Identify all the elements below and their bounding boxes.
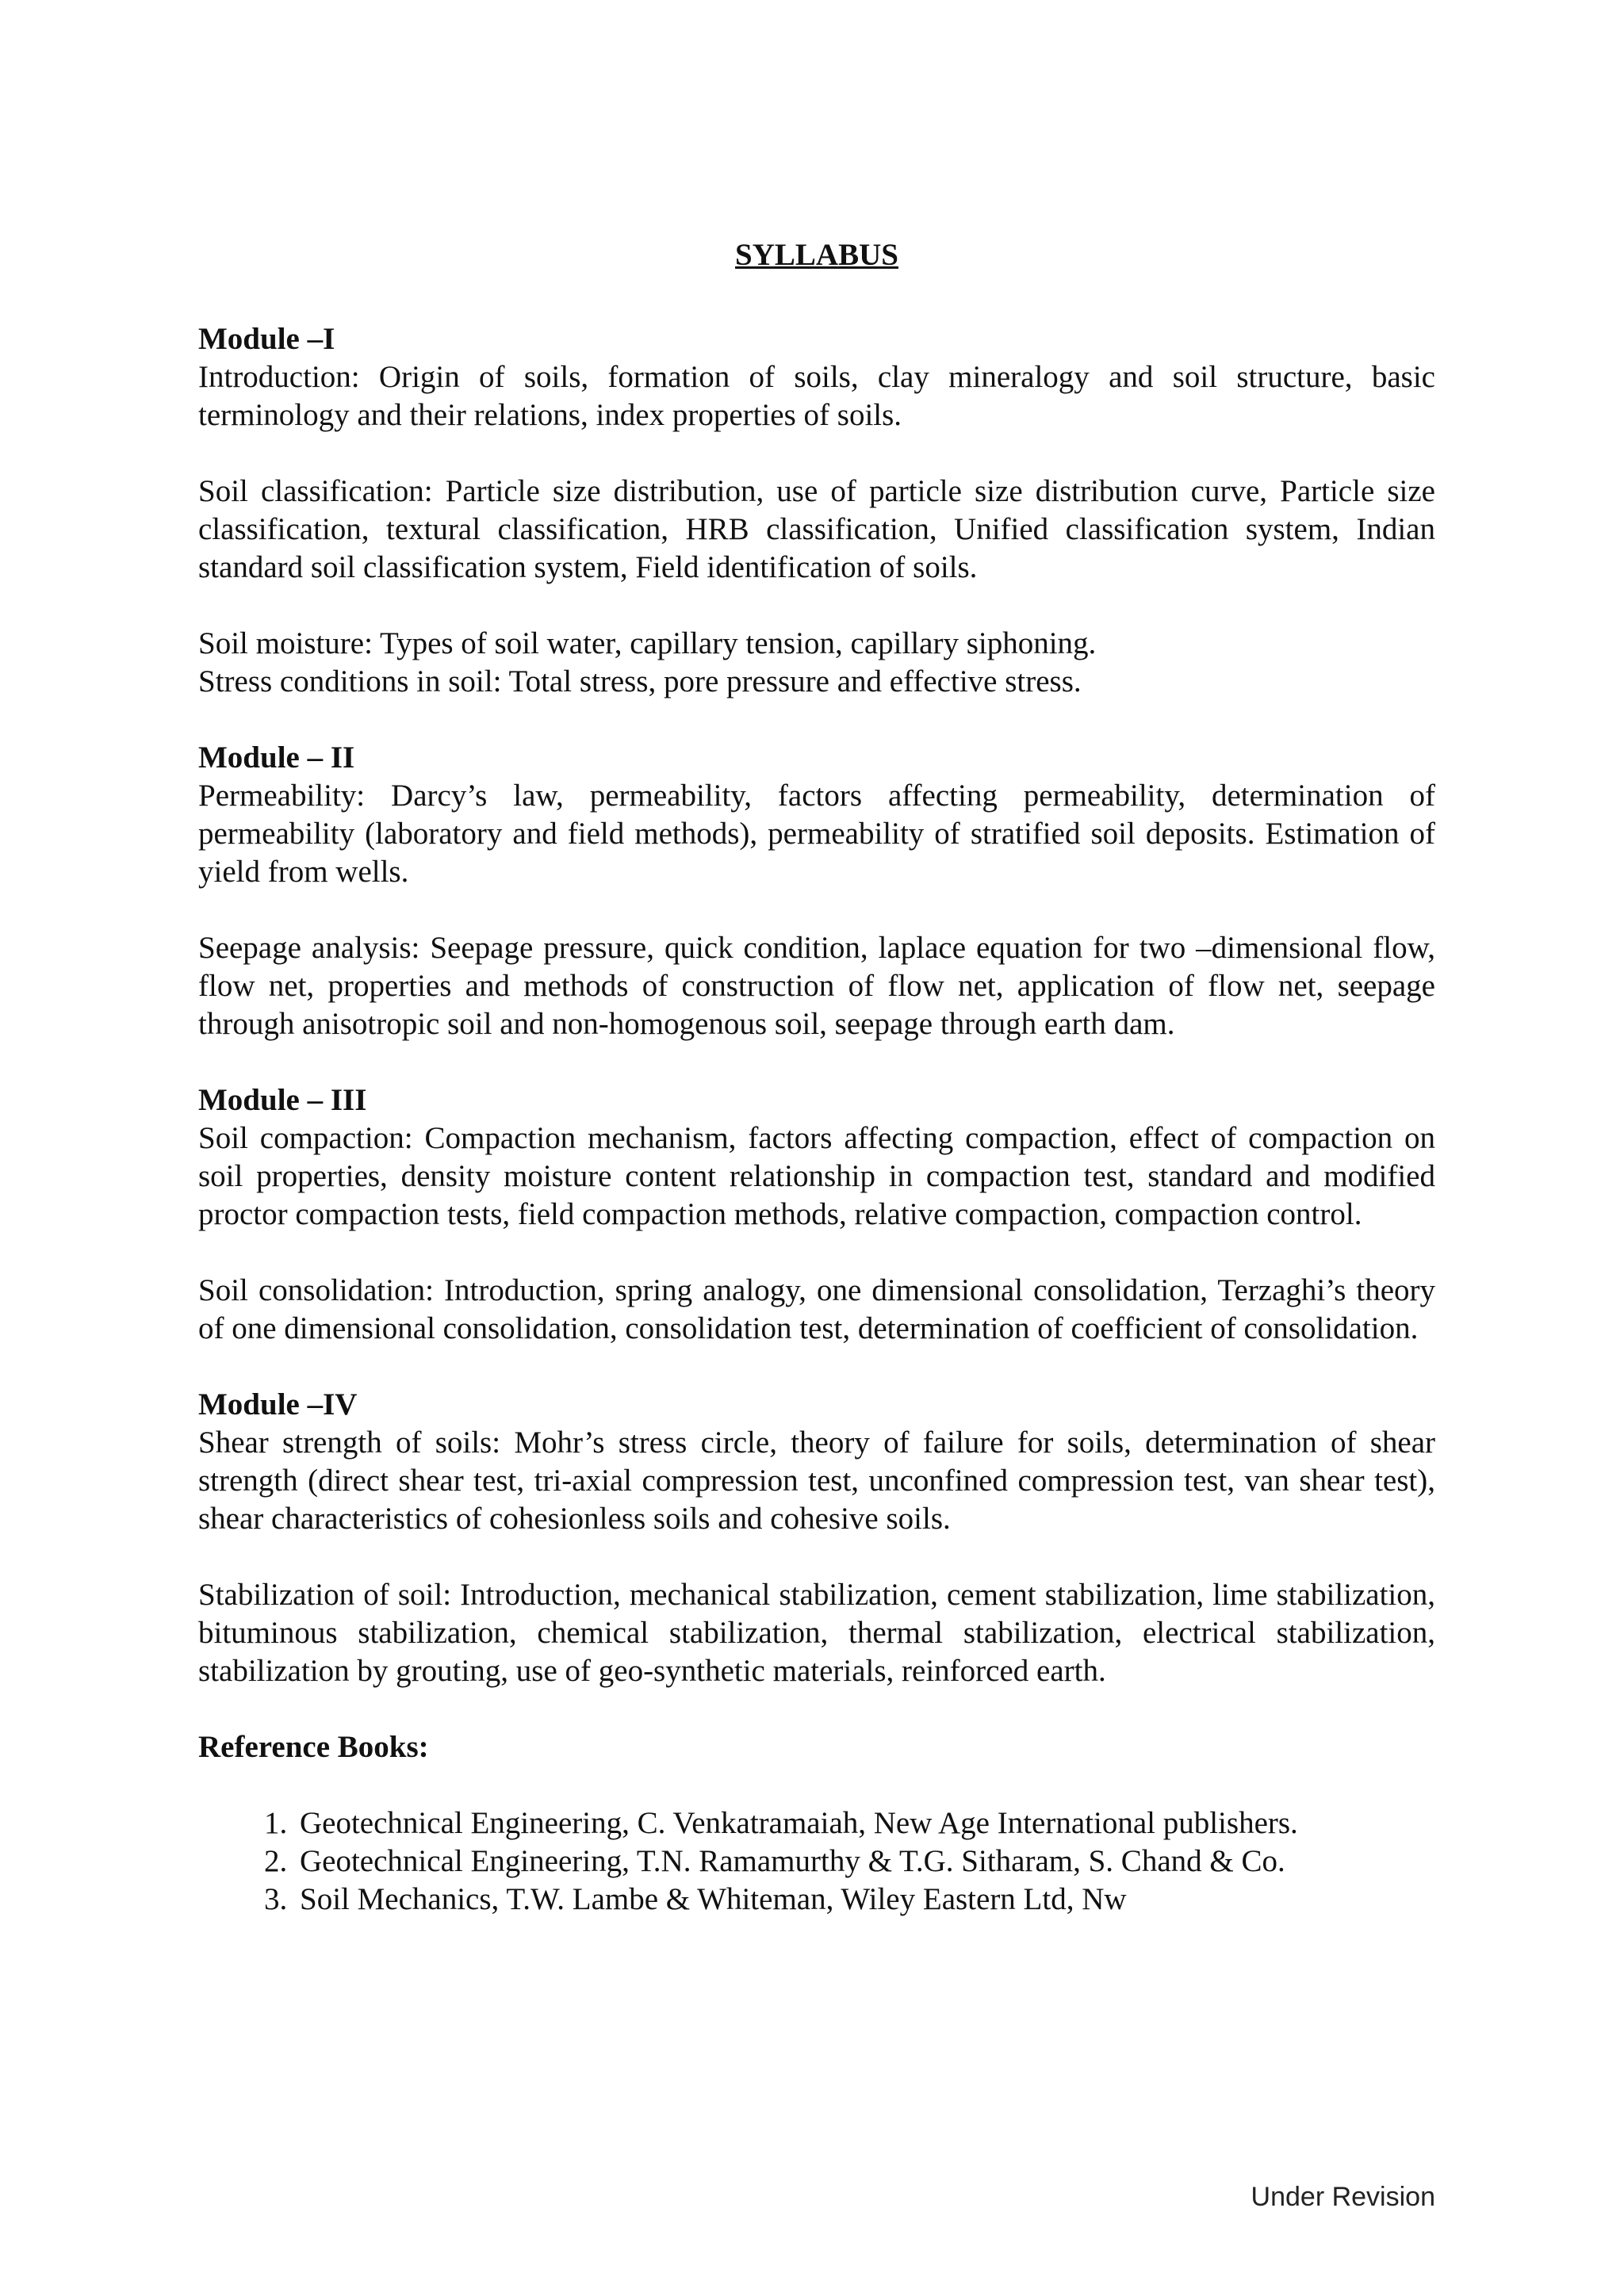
module-paragraph: Stabilization of soil: Introduction, mechanical stabilization, cement stabilization, lime stabilization, bituminous stabilization, chemical stabilization, thermal stabilization, electrical stabilization, stabilization by grouting, use of geo-synthetic materials, reinforced earth. — [198, 1578, 1435, 1688]
module-paragraph: Soil consolidation: Introduction, spring analogy, one dimensional consolidation, Terzaghi’s theory of one dimensional consolidation, consolidation test, determination of coefficient of consolidation. — [198, 1273, 1435, 1345]
module-paragraph: Introduction: Origin of soils, formation of soils, clay mineralogy and soil structure, basic terminology and their relations, index properties of soils. — [198, 360, 1435, 432]
module-paragraph: Soil compaction: Compaction mechanism, factors affecting compaction, effect of compaction on soil properties, density moisture content relationship in compaction test, standard and modified proctor compaction tests, field compaction methods, relative compaction, compaction control. — [198, 1121, 1435, 1231]
reference-books — [198, 1728, 1435, 1919]
module-heading: Module –IV — [198, 1387, 358, 1422]
module-paragraph: Soil moisture: Types of soil water, capillary tension, capillary siphoning. — [198, 626, 1097, 660]
reference-list — [198, 1804, 1435, 1919]
reference-item: 3. Soil Mechanics, T.W. Lambe & Whiteman, Wiley Eastern Ltd, Nw — [295, 1881, 1435, 1919]
module-paragraph: Stress conditions in soil: Total stress, pore pressure and effective stress. — [198, 664, 1082, 698]
document-page — [198, 230, 1435, 1919]
module-4 — [198, 1386, 1435, 1690]
reference-heading: Reference Books: — [198, 1730, 429, 1764]
footer-status: Under Revision — [1251, 2182, 1435, 2212]
module-paragraph: Soil classification: Particle size distribution, use of particle size distribution curve, Particle size classification, textural classification, HRB classification, Unified classification system, Indian standard soil classification system, Field identification of soils. — [198, 474, 1435, 584]
reference-item: 1. Geotechnical Engineering, C. Venkatramaiah, New Age International publishers. — [295, 1804, 1435, 1843]
module-heading: Module – II — [198, 740, 355, 775]
module-1 — [198, 320, 1435, 701]
page-title: SYLLABUS — [735, 238, 898, 272]
module-paragraph: Shear strength of soils: Mohr’s stress circle, theory of failure for soils, determination of shear strength (direct shear test, tri-axial compression test, unconfined compression test, van shear test), shear characteristics of cohesionless soils and cohesive soils. — [198, 1425, 1435, 1536]
module-paragraph: Permeability: Darcy’s law, permeability, factors affecting permeability, determination of permeability (laboratory and field methods), permeability of stratified soil deposits. Estimation of yield from wells. — [198, 779, 1435, 889]
module-3 — [198, 1081, 1435, 1348]
module-paragraph: Seepage analysis: Seepage pressure, quick condition, laplace equation for two –dimensional flow, flow net, properties and methods of construction of flow net, application of flow net, seepage through anisotropic soil and non-homogenous soil, seepage through earth dam. — [198, 931, 1435, 1041]
module-heading: Module – III — [198, 1083, 367, 1117]
reference-item: 2. Geotechnical Engineering, T.N. Ramamurthy & T.G. Sitharam, S. Chand & Co. — [295, 1843, 1435, 1881]
module-heading: Module –I — [198, 322, 335, 356]
module-2 — [198, 739, 1435, 1043]
